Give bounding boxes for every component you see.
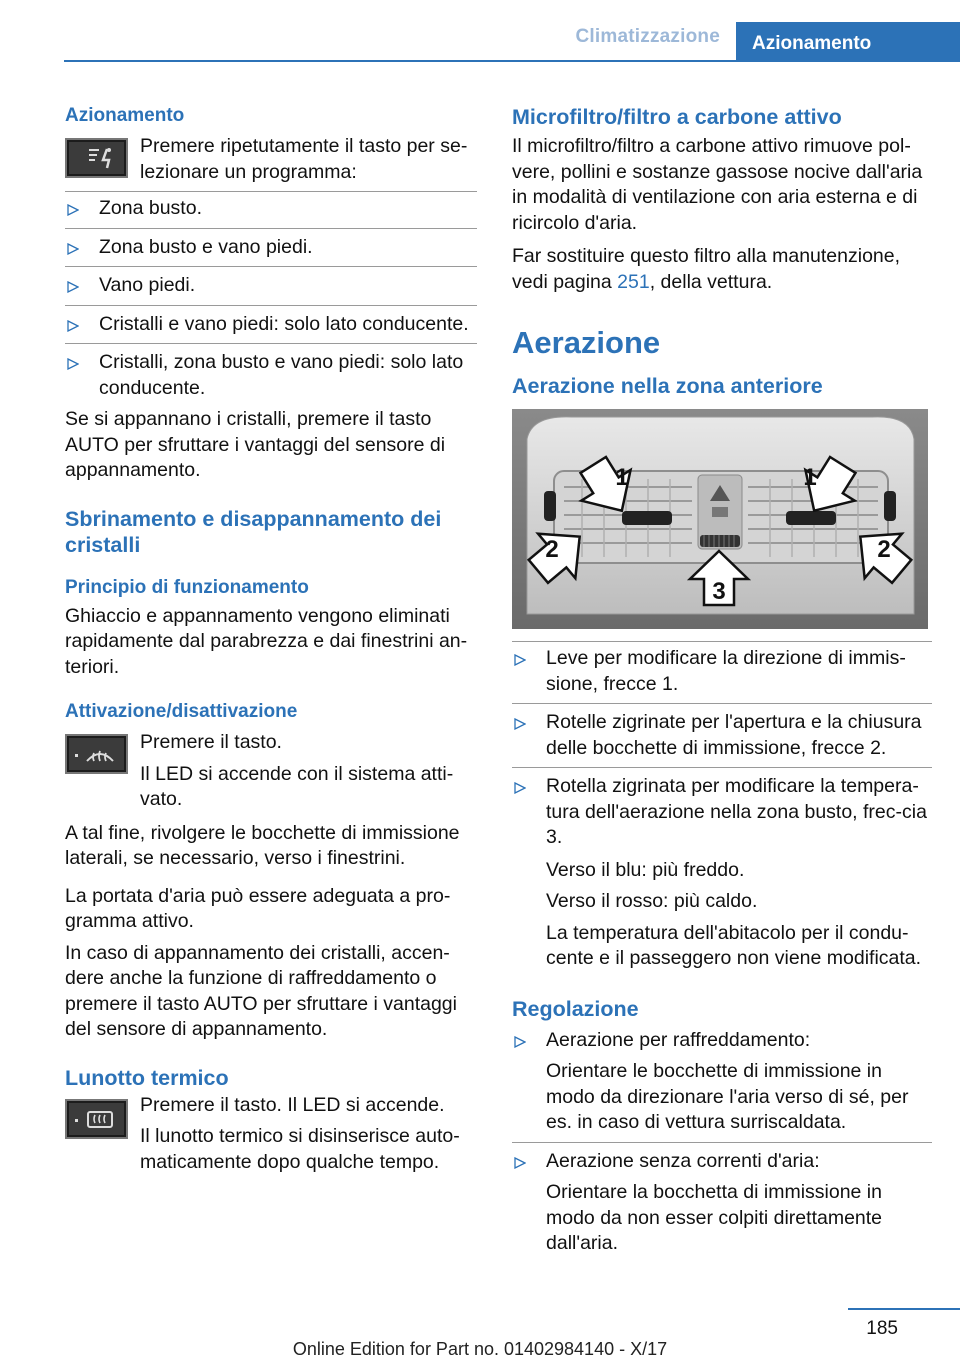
rear-p1: Premere il tasto. Il LED si accende. (140, 1093, 445, 1116)
triangle-bullet-icon (67, 273, 79, 293)
list-item-text: Leve per modificare la direzione di immis-sione, frecce 1. (546, 647, 906, 695)
header-rule (64, 60, 960, 62)
list-item (65, 350, 477, 401)
rear-window-button-row (65, 1093, 477, 1176)
defrost-button-row (65, 730, 477, 813)
header-tab-active[interactable]: Azionamento (736, 22, 960, 62)
list-item-extra: Orientare le bocchette di immissione in modo da direzionare l'aria verso di sé, per es. in caso di vettura surriscaldata. (546, 1060, 909, 1133)
filter-p1: Il microfiltro/filtro a carbone attivo rimuove pol-vere, pollini e sostanze gassose nocive dall'aria in modalità di ventilazione con aria esterna e di ricircolo d'aria. (512, 135, 923, 234)
defrost-heading: Sbrinamento e disappannamento dei cristalli (65, 506, 442, 557)
triangle-bullet-icon (514, 1149, 526, 1169)
triangle-bullet-icon (514, 1028, 526, 1048)
list-item (512, 646, 932, 704)
op-heading: Azionamento (65, 105, 185, 126)
triangle-bullet-icon (514, 646, 526, 666)
filter-p2-text: Far sostituire questo filtro alla manutenzione, vedi pagina (512, 245, 901, 293)
header-section[interactable]: Climatizzazione (575, 26, 720, 47)
triangle-bullet-icon (67, 312, 79, 332)
list-item-text: Rotelle zigrinate per l'apertura e la chiusura delle bocchette di immissione, frecce 2. (546, 711, 922, 759)
edition-footer: Online Edition for Part no. 01402984140 - X/17 (292, 1339, 668, 1359)
triangle-bullet-icon (514, 710, 526, 730)
list-item-text: Vano piedi. (99, 274, 196, 296)
vent-heading: Aerazione (512, 325, 661, 360)
vent-list (512, 646, 932, 972)
activation-p4: La portata d'aria può essere adeguata a pro-gramma attivo. (65, 884, 451, 932)
label-2-left: 2 (545, 536, 559, 563)
list-item (512, 1149, 932, 1257)
right-column (512, 100, 932, 1257)
reg-list (512, 1028, 932, 1257)
vent-illustration (512, 409, 928, 629)
program-button-row (65, 134, 477, 185)
rear-heading: Lunotto termico (65, 1065, 229, 1090)
list-item (512, 1028, 932, 1143)
list-item-text: Aerazione per raffreddamento: (546, 1028, 811, 1051)
list-item-text: Cristalli, zona busto e vano piedi: solo lato conducente. (99, 351, 464, 399)
list-item-text: Cristalli e vano piedi: solo lato conducente. (99, 312, 469, 335)
led-indicator (75, 1119, 78, 1122)
list-item-extra: La temperatura dell'abitacolo per il condu-cente e il passeggero non viene modificata. (546, 921, 922, 969)
led-indicator (75, 754, 78, 757)
list-item-text: Zona busto e vano piedi. (99, 235, 313, 258)
label-2-right: 2 (877, 536, 891, 563)
op-text: Premere ripetutamente il tasto per se-lezionare un programma: (140, 135, 468, 183)
triangle-bullet-icon (514, 774, 526, 794)
rear-p2-wrap (140, 1124, 477, 1175)
list-item-text: Aerazione senza correnti d'aria: (546, 1149, 820, 1172)
list-item (65, 273, 477, 306)
triangle-bullet-icon (67, 350, 79, 370)
label-1-right: 1 (803, 464, 817, 491)
vent-figure (512, 409, 928, 629)
vent-front-heading: Aerazione nella zona anteriore (512, 374, 823, 398)
list-item-extra: Orientare la bocchetta di immissione in modo da non esser colpiti direttamente dall'aria. (546, 1181, 883, 1254)
list-item-text: Zona busto. (99, 197, 202, 219)
activation-heading: Attivazione/disattivazione (65, 701, 298, 722)
filter-p2 (512, 244, 932, 295)
left-column (65, 100, 477, 1175)
page-header (0, 0, 960, 62)
list-item-extra: Verso il rosso: più caldo. (546, 890, 758, 912)
principle-heading: Principio di funzionamento (65, 576, 309, 598)
list-item (65, 235, 477, 268)
program-list (65, 196, 477, 401)
activation-p2-inline (140, 762, 477, 813)
triangle-bullet-icon (67, 235, 79, 255)
activation-p1: Premere il tasto. (140, 731, 282, 753)
divider (65, 191, 477, 192)
list-item (65, 312, 477, 345)
triangle-bullet-icon (67, 196, 79, 216)
filter-heading: Microfiltro/filtro a carbone attivo (512, 105, 842, 129)
activation-p2: Il LED si accende con il sistema atti-vato. (140, 762, 454, 810)
page-link-251[interactable]: 251 (617, 270, 650, 293)
activation-p5: In caso di appannamento dei cristalli, accen-dere anche la funzione di raffreddamento o premere il tasto AUTO per sfruttare i vantaggi del sensore di appannamento. (65, 941, 457, 1040)
filter-p2-tail: , della vettura. (649, 270, 773, 293)
label-1-left: 1 (615, 464, 629, 491)
label-3: 3 (712, 578, 726, 605)
seat-air-button-icon (65, 138, 128, 178)
fog-text: Se si appannano i cristalli, premere il tasto AUTO per sfruttare i vantaggi del sensore di appannamento. (65, 408, 446, 481)
windshield-defrost-button-icon (65, 734, 128, 774)
list-item (512, 774, 932, 972)
divider (512, 641, 932, 642)
list-item-text: Rotella zigrinata per modificare la tempera-tura dell'aerazione nella zona busto, frec-cia 3. (546, 775, 927, 848)
page-number: 185 (866, 1318, 898, 1339)
reg-heading: Regolazione (512, 996, 639, 1021)
activation-p3: A tal fine, rivolgere le bocchette di immissione laterali, se necessario, verso i finestrini. (65, 821, 460, 869)
list-item (65, 196, 477, 229)
rear-window-defrost-button-icon (65, 1099, 128, 1139)
rear-p2: Il lunotto termico si disinserisce auto-maticamente dopo qualche tempo. (140, 1125, 460, 1173)
list-item (512, 710, 932, 768)
footer-rule (848, 1308, 960, 1310)
principle-text: Ghiaccio e appannamento vengono eliminati rapidamente dal parabrezza e dai finestrini an-teriori. (65, 604, 468, 678)
list-item-extra: Verso il blu: più freddo. (546, 858, 745, 881)
